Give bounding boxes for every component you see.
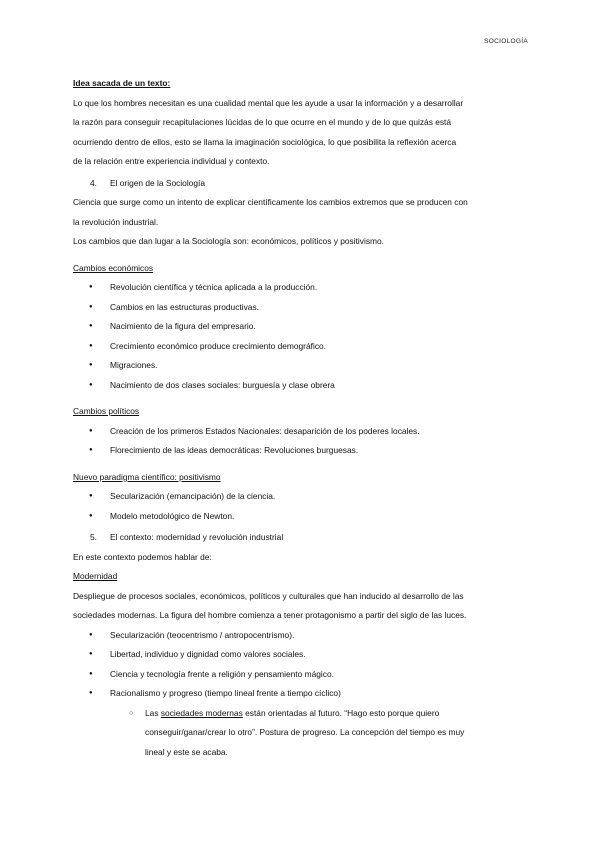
modernidad-line: sociedades modernas. La figura del hombre comienza a tener protagonismo a partir del siglo de las luces. [73, 610, 467, 620]
paradigma-list [73, 487, 533, 526]
idea-title: Idea sacada de un texto: [73, 78, 171, 88]
modernidad-line: Despliegue de procesos sociales, económicos, políticos y culturales que han inducido al desarrollo de las [73, 590, 464, 601]
politicos-list [73, 422, 533, 461]
list-item: ● Modelo metodológico de Newton. [73, 507, 533, 527]
sub-item-prefix: Las [145, 707, 161, 718]
modernidad-title: Modernidad [73, 571, 118, 581]
section-4-title: El origen de la Sociología [110, 177, 205, 188]
section-5-number: 5. [90, 532, 97, 542]
idea-line: Lo que los hombres necesitan es una cualidad mental que les ayude a usar la información y a desarrollar [73, 97, 464, 108]
sub-item-rest: están orientadas al futuro. “Hago esto porque quiero [242, 707, 440, 718]
page-header-subject: SOCIOLOGÍA [484, 38, 528, 45]
sub-item-underlined: sociedades modernas [160, 707, 243, 718]
idea-line: la razón para conseguir recapitulaciones lúcidas de lo que ocurre en el mundo y de lo que quizás está [73, 117, 452, 127]
idea-line: ocurriendo dentro de ellos, esto se llama la imaginación sociológica, lo que posibilita la reflexión acerca [73, 136, 457, 147]
list-item: ● Secularización (teocentrismo / antropocentrismo). [73, 626, 533, 646]
politicos-title: Cambios políticos [73, 406, 140, 416]
paradigma-title: Nuevo paradigma científico: positivismo [73, 471, 221, 482]
sub-list-item [73, 704, 533, 763]
list-item: ● Libertad, individuo y dignidad como valores sociales. [73, 645, 533, 665]
economicos-title: Cambios económicos [73, 262, 154, 273]
section-5-intro: En este contexto podemos hablar de: [73, 551, 212, 562]
list-item: ● Secularización (emancipación) de la ciencia. [73, 487, 533, 507]
list-item: ● Crecimiento económico produce crecimiento demográfico. [73, 337, 533, 357]
list-item: ● Nacimiento de dos clases sociales: burguesía y clase obrera [73, 376, 533, 396]
economicos-list [73, 278, 533, 395]
modernidad-sublist [73, 704, 533, 763]
list-item: ● Racionalismo y progreso (tiempo lineal frente a tiempo cíclico) [73, 684, 533, 704]
document-body [73, 74, 533, 762]
list-item: ● Ciencia y tecnología frente a religión y pensamiento mágico. [73, 665, 533, 685]
list-item: ● Florecimiento de las ideas democráticas: Revoluciones burguesas. [73, 441, 533, 461]
section-4-line: Los cambios que dan lugar a la Sociología son: económicos, políticos y positivismo. [73, 236, 384, 246]
section-4-heading [73, 174, 533, 194]
list-item: ● Migraciones. [73, 356, 533, 376]
section-5-title: El contexto: modernidad y revolución industrial [110, 532, 284, 542]
modernidad-list [73, 626, 533, 704]
idea-line: de la relación entre experiencia individual y contexto. [73, 156, 270, 166]
sub-item-line-2: conseguir/ganar/crear lo otro”. Postura de progreso. La concepción del tiempo es muy [145, 727, 465, 737]
section-4-line: la revolución industrial. [73, 216, 159, 227]
list-item: ● Cambios en las estructuras productivas. [73, 298, 533, 318]
list-item: ● Creación de los primeros Estados Nacionales: desaparición de los poderes locales. [73, 422, 533, 442]
list-item: ● Nacimiento de la figura del empresario. [73, 317, 533, 337]
sub-item-line-3: lineal y este se acaba. [145, 746, 228, 757]
section-4-number: 4. [90, 177, 97, 188]
section-4-line: Ciencia que surge como un intento de explicar científicamente los cambios extremos que se producen con [73, 197, 468, 207]
list-item: ● Revolución científica y técnica aplicada a la producción. [73, 278, 533, 298]
section-5-heading [73, 528, 533, 548]
